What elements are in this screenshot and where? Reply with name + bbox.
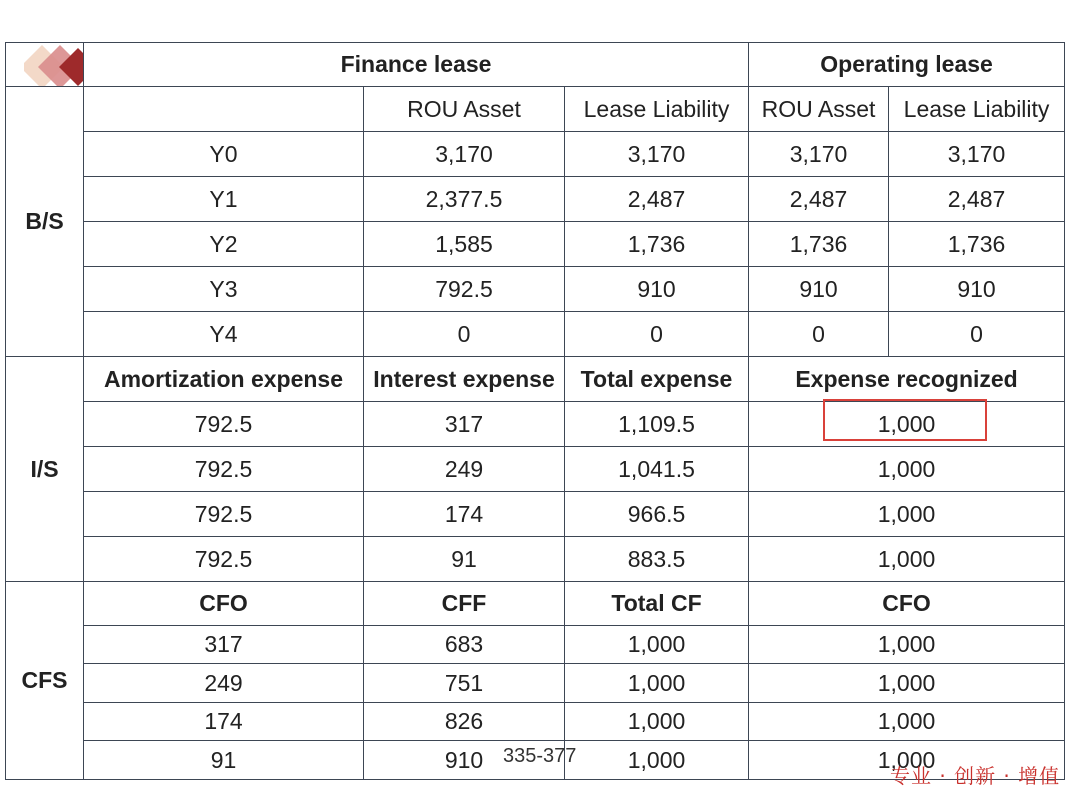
value-cell: 826 xyxy=(364,703,565,741)
col-header-fl-liab: Lease Liability xyxy=(565,87,749,132)
col-header-ol-rou: ROU Asset xyxy=(749,87,889,132)
value-cell: 1,000 xyxy=(565,626,749,664)
value-cell: 249 xyxy=(364,447,565,492)
value-cell: 751 xyxy=(364,664,565,703)
value-cell: 1,000 xyxy=(565,741,749,780)
value-cell: 174 xyxy=(364,492,565,537)
col-header-total-cf: Total CF xyxy=(565,582,749,626)
col-header-ol-cfo: CFO xyxy=(749,582,1065,626)
value-cell: 3,170 xyxy=(889,132,1065,177)
value-cell: 2,487 xyxy=(565,177,749,222)
value-cell: 1,585 xyxy=(364,222,565,267)
col-header-cff: CFF xyxy=(364,582,565,626)
value-cell: 792.5 xyxy=(84,447,364,492)
table-row xyxy=(6,177,1065,222)
value-cell: 792.5 xyxy=(84,402,364,447)
value-cell: 1,000 xyxy=(749,626,1065,664)
logo-icon xyxy=(24,45,84,87)
col-header-expense-recognized: Expense recognized xyxy=(749,357,1065,402)
value-cell: 0 xyxy=(364,312,565,357)
table-row xyxy=(6,222,1065,267)
is-section-label: I/S xyxy=(6,357,84,582)
year-cell: Y3 xyxy=(84,267,364,312)
value-cell: 1,000 xyxy=(749,402,1065,447)
value-cell: 1,000 xyxy=(749,492,1065,537)
value-cell: 1,000 xyxy=(749,741,1065,780)
value-cell: 317 xyxy=(84,626,364,664)
table-row xyxy=(6,626,1065,664)
value-cell: 1,736 xyxy=(565,222,749,267)
slogan-text: 专业 · 创新 · 增值 xyxy=(890,764,1061,788)
value-cell: 0 xyxy=(749,312,889,357)
col-header-fl-rou: ROU Asset xyxy=(364,87,565,132)
year-cell: Y2 xyxy=(84,222,364,267)
value-cell: 2,487 xyxy=(749,177,889,222)
col-header-amortization: Amortization expense xyxy=(84,357,364,402)
value-cell: 1,736 xyxy=(749,222,889,267)
value-cell: 1,000 xyxy=(749,447,1065,492)
value-cell: 1,000 xyxy=(565,703,749,741)
value-cell: 1,109.5 xyxy=(565,402,749,447)
value-cell: 1,736 xyxy=(889,222,1065,267)
value-cell: 0 xyxy=(889,312,1065,357)
value-cell: 0 xyxy=(565,312,749,357)
value-cell: 3,170 xyxy=(364,132,565,177)
operating-lease-header: Operating lease xyxy=(749,43,1065,87)
table-row xyxy=(6,664,1065,703)
highlight-box xyxy=(823,399,987,441)
value-cell: 2,487 xyxy=(889,177,1065,222)
value-cell: 91 xyxy=(364,537,565,582)
bs-section-label: B/S xyxy=(6,87,84,357)
value-cell: 2,377.5 xyxy=(364,177,565,222)
value-cell: 317 xyxy=(364,402,565,447)
value-cell: 683 xyxy=(364,626,565,664)
value-cell: 792.5 xyxy=(84,492,364,537)
finance-lease-header: Finance lease xyxy=(84,43,749,87)
col-header-cfo: CFO xyxy=(84,582,364,626)
value-cell: 1,000 xyxy=(749,703,1065,741)
value-cell: 883.5 xyxy=(565,537,749,582)
table-row xyxy=(6,703,1065,741)
col-header-interest: Interest expense xyxy=(364,357,565,402)
value-cell: 249 xyxy=(84,664,364,703)
value-cell: 1,000 xyxy=(565,664,749,703)
table-row xyxy=(6,492,1065,537)
value-cell: 910 xyxy=(565,267,749,312)
value-cell: 91 xyxy=(84,741,364,780)
page-number: 335-377 xyxy=(503,745,577,767)
value-cell: 910 xyxy=(889,267,1065,312)
value-cell: 174 xyxy=(84,703,364,741)
table-row xyxy=(6,132,1065,177)
year-cell: Y0 xyxy=(84,132,364,177)
value-cell: 792.5 xyxy=(84,537,364,582)
value-cell: 1,041.5 xyxy=(565,447,749,492)
year-cell: Y1 xyxy=(84,177,364,222)
value-cell: 966.5 xyxy=(565,492,749,537)
table-row xyxy=(6,537,1065,582)
value-cell: 1,000 xyxy=(749,537,1065,582)
value-cell: 910 xyxy=(364,741,565,780)
value-cell: 3,170 xyxy=(749,132,889,177)
value-cell: 910 xyxy=(749,267,889,312)
corner-cell xyxy=(6,43,84,87)
blank-cell xyxy=(84,87,364,132)
value-cell: 3,170 xyxy=(565,132,749,177)
table-row xyxy=(6,312,1065,357)
cfs-section-label: CFS xyxy=(6,582,84,780)
col-header-ol-liab: Lease Liability xyxy=(889,87,1065,132)
table-row xyxy=(6,267,1065,312)
table-row xyxy=(6,447,1065,492)
year-cell: Y4 xyxy=(84,312,364,357)
value-cell: 1,000 xyxy=(749,664,1065,703)
value-cell: 792.5 xyxy=(364,267,565,312)
col-header-total-expense: Total expense xyxy=(565,357,749,402)
